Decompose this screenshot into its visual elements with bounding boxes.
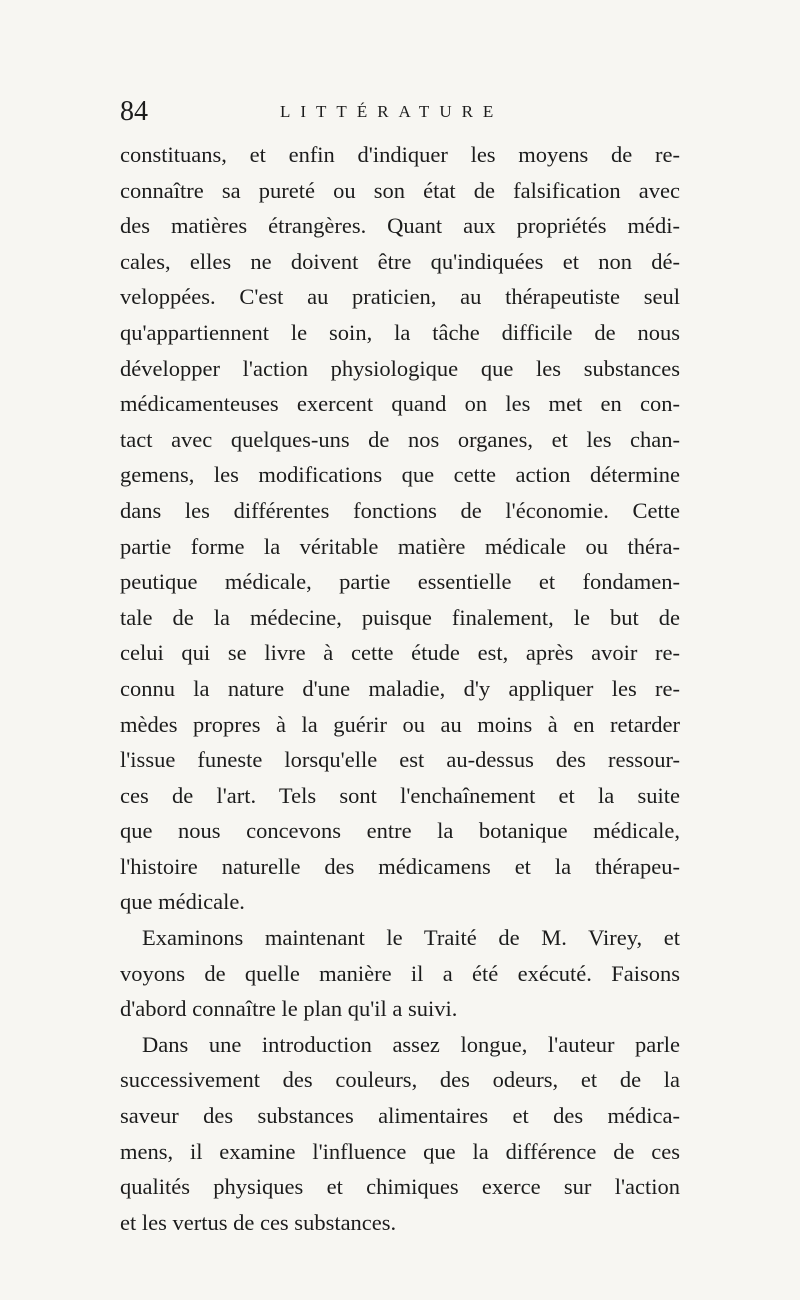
text-line: que médicale. <box>120 889 245 915</box>
text-line: des matières étrangères. Quant aux propriétés médi- <box>120 213 680 239</box>
text-line: connu la nature d'une maladie, d'y appliquer les re- <box>120 675 680 701</box>
text-line: qualités physiques et chimiques exerce sur l'action <box>120 1174 680 1200</box>
text-line: qu'appartiennent le soin, la tâche difficile de nous <box>120 319 680 345</box>
page-number: 84 <box>120 96 148 127</box>
text-line: mèdes propres à la guérir ou au moins à en retarder <box>120 711 680 737</box>
text-line: cales, elles ne doivent être qu'indiquées et non dé- <box>120 248 680 274</box>
text-line: dans les différentes fonctions de l'économie. Cette <box>120 497 680 523</box>
text-line: gemens, les modifications que cette action détermine <box>120 462 680 488</box>
text-line: Dans une introduction assez longue, l'auteur parle <box>142 1031 680 1057</box>
text-line: Examinons maintenant le Traité de M. Virey, et <box>142 925 680 951</box>
text-line: d'abord connaître le plan qu'il a suivi. <box>120 996 458 1022</box>
text-line: successivement des couleurs, des odeurs, et de la <box>120 1067 680 1093</box>
text-line: mens, il examine l'influence que la différence de ces <box>120 1138 680 1164</box>
text-line: tact avec quelques-uns de nos organes, et les chan- <box>120 426 680 452</box>
text-line: connaître sa pureté ou son état de falsification avec <box>120 177 680 203</box>
text-line: veloppées. C'est au praticien, au thérapeutiste seul <box>120 284 680 310</box>
text-line: constituans, et enfin d'indiquer les moyens de re- <box>120 142 680 167</box>
body-text <box>120 137 680 1240</box>
text-line: peutique médicale, partie essentielle et fondamen- <box>120 569 680 595</box>
page-header <box>120 92 680 132</box>
text-line: médicamenteuses exercent quand on les met en con- <box>120 391 680 417</box>
text-line: développer l'action physiologique que les substances <box>120 355 680 381</box>
text-line: et les vertus de ces substances. <box>120 1209 397 1235</box>
text-line: voyons de quelle manière il a été exécuté. Faisons <box>120 960 680 986</box>
text-line: saveur des substances alimentaires et des médica- <box>120 1103 680 1129</box>
text-line: ces de l'art. Tels sont l'enchaînement et la suite <box>120 782 680 808</box>
text-line: partie forme la véritable matière médicale ou théra- <box>120 533 680 559</box>
text-line: que nous concevons entre la botanique médicale, <box>120 818 680 844</box>
text-line: l'issue funeste lorsqu'elle est au-dessus des ressour- <box>120 747 680 773</box>
running-head: LITTÉRATURE <box>280 102 504 121</box>
text-line: celui qui se livre à cette étude est, après avoir re- <box>120 640 680 666</box>
text-line: tale de la médecine, puisque finalement, le but de <box>120 604 680 630</box>
text-line: l'histoire naturelle des médicamens et la thérapeu- <box>120 853 680 879</box>
